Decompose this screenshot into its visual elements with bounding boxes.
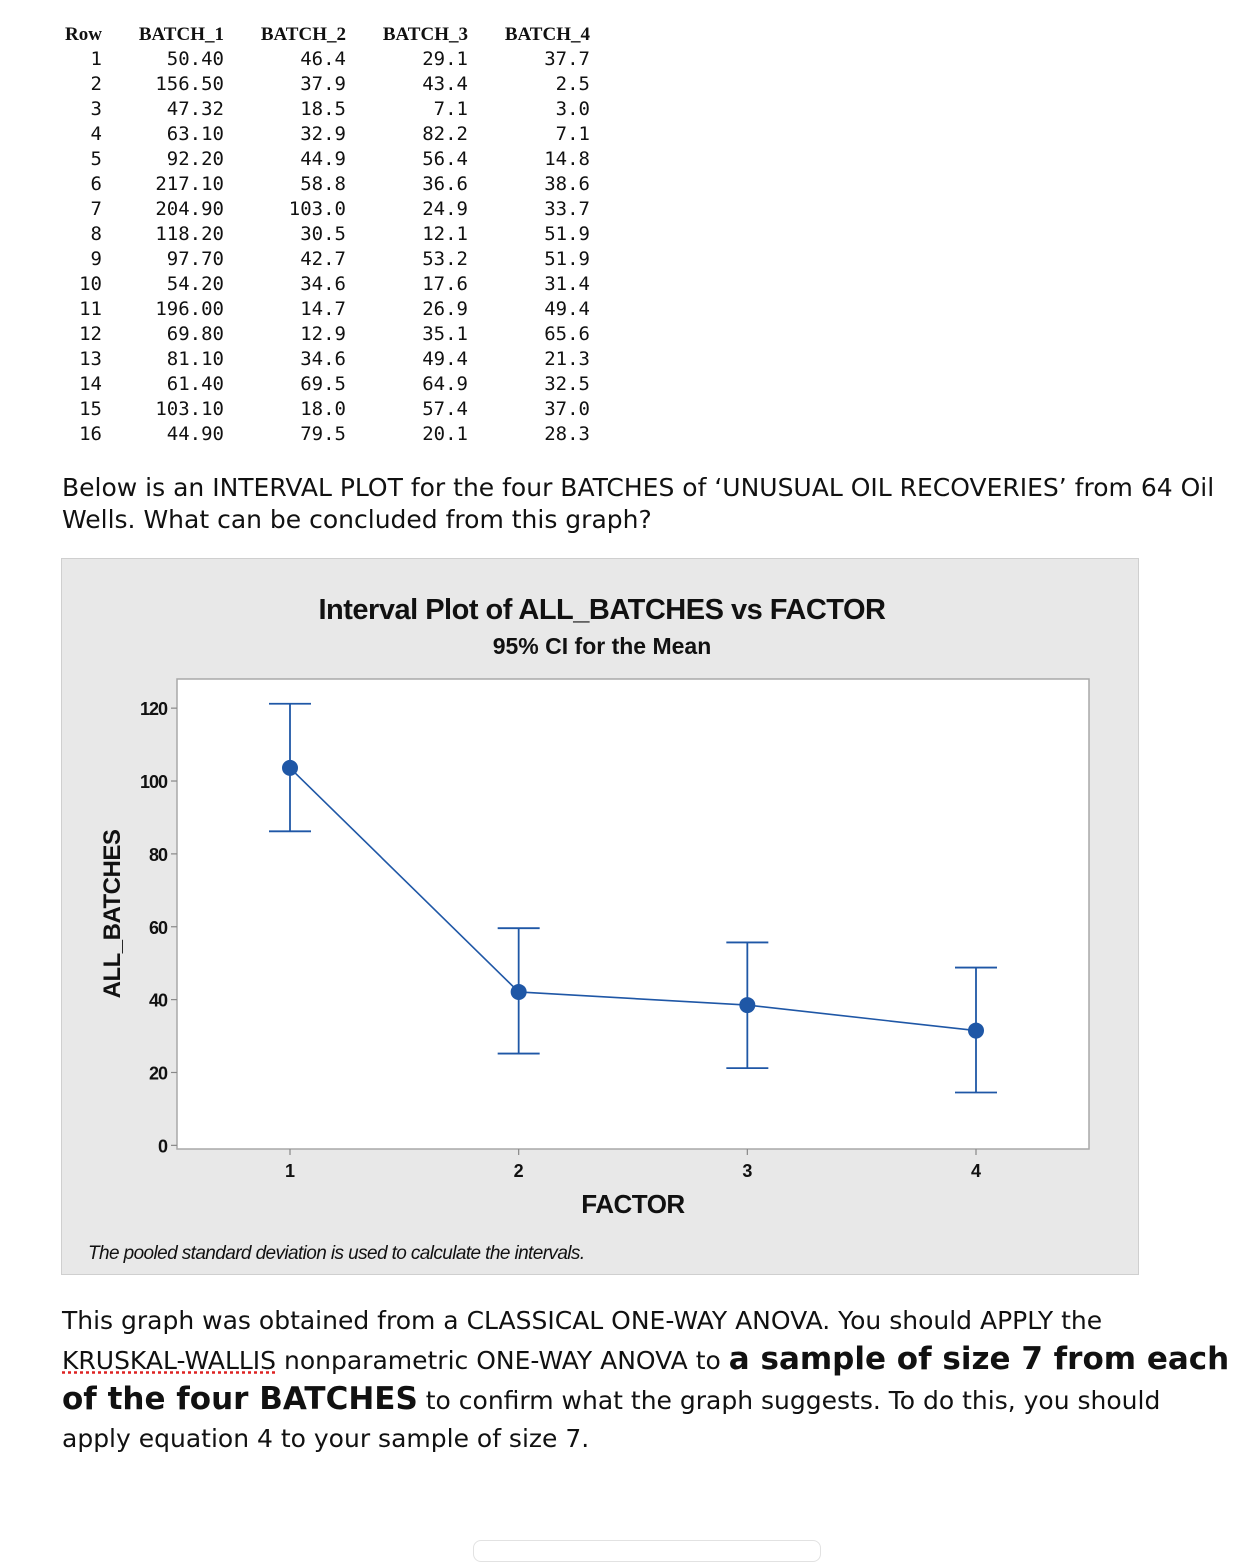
row-number: 15 — [79, 398, 102, 420]
cell-batch-3: 53.2 — [422, 248, 468, 270]
cell-batch-4: 31.4 — [544, 273, 590, 295]
cell-batch-2: 14.7 — [300, 298, 346, 320]
cell-batch-3: 56.4 — [422, 148, 468, 170]
row-number: 12 — [79, 323, 102, 345]
cell-batch-1: 47.32 — [166, 98, 224, 120]
cell-batch-3: 12.1 — [422, 223, 468, 245]
table-row — [58, 147, 590, 172]
cell-batch-4: 14.8 — [544, 148, 590, 170]
instruction-part1: This graph was obtained from a CLASSICAL ONE-WAY ANOVA. You should APPLY the — [62, 1306, 1103, 1335]
cell-batch-3: 7.1 — [433, 98, 468, 120]
cell-batch-4: 37.7 — [544, 48, 590, 70]
y-axis-label: ALL_BATCHES — [99, 829, 126, 999]
chart-title: Interval Plot of ALL_BATCHES vs FACTOR — [318, 594, 886, 626]
cell-batch-4: 49.4 — [544, 298, 590, 320]
cell-batch-1: 61.40 — [166, 373, 224, 395]
cell-batch-4: 37.0 — [544, 398, 590, 420]
cell-batch-2: 46.4 — [300, 48, 346, 70]
y-tick-label: 60 — [148, 917, 167, 938]
cell-batch-4: 2.5 — [555, 73, 590, 95]
plot-area — [177, 679, 1089, 1149]
row-number: 13 — [79, 348, 102, 370]
row-number: 10 — [79, 273, 102, 295]
table-row — [58, 322, 590, 347]
cell-batch-1: 118.20 — [155, 223, 224, 245]
cell-batch-3: 49.4 — [422, 348, 468, 370]
y-tick-label: 120 — [139, 699, 167, 720]
y-tick-label: 0 — [157, 1136, 167, 1157]
x-tick-label: 3 — [742, 1161, 753, 1181]
table-row — [58, 122, 590, 147]
row-number: 4 — [90, 123, 102, 145]
cell-batch-2: 12.9 — [300, 323, 346, 345]
cell-batch-2: 34.6 — [300, 348, 346, 370]
cell-batch-2: 18.0 — [300, 398, 346, 420]
interval-plot-chart — [62, 559, 1140, 1276]
column-header-row: Row — [65, 24, 102, 45]
instruction-sample-size: a sample of size 7 from each of the four BATCHES — [62, 1341, 1230, 1417]
mean-point-1 — [282, 760, 298, 776]
footer-box — [473, 1540, 821, 1562]
cell-batch-3: 57.4 — [422, 398, 468, 420]
cell-batch-4: 51.9 — [544, 248, 590, 270]
cell-batch-3: 20.1 — [422, 423, 468, 445]
table-row — [58, 72, 590, 97]
cell-batch-1: 217.10 — [155, 173, 224, 195]
cell-batch-2: 30.5 — [300, 223, 346, 245]
cell-batch-4: 28.3 — [544, 423, 590, 445]
interval-plot-panel — [61, 558, 1139, 1275]
column-header-batch-4: BATCH_4 — [504, 24, 590, 45]
instruction-part2: nonparametric ONE-WAY ANOVA to — [276, 1346, 729, 1375]
cell-batch-1: 92.20 — [166, 148, 224, 170]
cell-batch-1: 156.50 — [155, 73, 224, 95]
row-number: 6 — [90, 173, 102, 195]
column-header-batch-2: BATCH_2 — [260, 24, 346, 45]
table-row — [58, 172, 590, 197]
table-row — [58, 397, 590, 422]
column-header-batch-3: BATCH_3 — [382, 24, 468, 45]
row-number: 5 — [90, 148, 102, 170]
row-number: 1 — [90, 48, 102, 70]
row-number: 8 — [90, 223, 102, 245]
cell-batch-1: 50.40 — [166, 48, 224, 70]
row-number: 2 — [90, 73, 102, 95]
cell-batch-4: 33.7 — [544, 198, 590, 220]
table-row — [58, 247, 590, 272]
table-row — [58, 372, 590, 397]
cell-batch-4: 7.1 — [555, 123, 590, 145]
table-row — [58, 97, 590, 122]
cell-batch-2: 42.7 — [300, 248, 346, 270]
instruction-part3: to confirm what the graph suggests. To do this, you should apply equation 4 to your sample of size 7. — [62, 1386, 1161, 1453]
x-tick-label: 2 — [513, 1161, 524, 1181]
cell-batch-2: 44.9 — [300, 148, 346, 170]
cell-batch-2: 79.5 — [300, 423, 346, 445]
mean-point-3 — [739, 997, 755, 1013]
cell-batch-3: 29.1 — [422, 48, 468, 70]
x-axis-label: FACTOR — [581, 1189, 685, 1219]
cell-batch-4: 51.9 — [544, 223, 590, 245]
mean-point-2 — [511, 984, 527, 1000]
cell-batch-3: 64.9 — [422, 373, 468, 395]
cell-batch-1: 69.80 — [166, 323, 224, 345]
y-tick-label: 80 — [148, 844, 167, 865]
row-number: 9 — [90, 248, 102, 270]
cell-batch-4: 38.6 — [544, 173, 590, 195]
x-tick-label: 4 — [970, 1161, 982, 1181]
table-header-row — [58, 22, 590, 47]
cell-batch-1: 44.90 — [166, 423, 224, 445]
instruction-paragraph — [62, 1302, 1232, 1458]
cell-batch-1: 81.10 — [166, 348, 224, 370]
x-tick-label: 1 — [284, 1161, 296, 1181]
y-tick-label: 20 — [148, 1063, 167, 1084]
row-number: 7 — [90, 198, 102, 220]
cell-batch-3: 26.9 — [422, 298, 468, 320]
mean-point-4 — [968, 1023, 984, 1039]
table-row — [58, 422, 590, 447]
table-row — [58, 347, 590, 372]
cell-batch-3: 36.6 — [422, 173, 468, 195]
cell-batch-1: 103.10 — [155, 398, 224, 420]
y-tick-label: 100 — [139, 772, 167, 793]
row-number: 16 — [79, 423, 102, 445]
row-number: 3 — [90, 98, 102, 120]
table-body — [58, 47, 590, 447]
cell-batch-4: 21.3 — [544, 348, 590, 370]
cell-batch-3: 35.1 — [422, 323, 468, 345]
cell-batch-4: 65.6 — [544, 323, 590, 345]
cell-batch-1: 54.20 — [166, 273, 224, 295]
table-row — [58, 297, 590, 322]
chart-subtitle: 95% CI for the Mean — [492, 633, 712, 659]
chart-footnote: The pooled standard deviation is used to calculate the intervals. — [88, 1243, 585, 1264]
question-text: Below is an INTERVAL PLOT for the four BATCHES of ‘UNUSUAL OIL RECOVERIES’ from 64 Oil Wells. What can be concluded from this graph? — [62, 473, 1215, 534]
cell-batch-2: 32.9 — [300, 123, 346, 145]
cell-batch-1: 196.00 — [155, 298, 224, 320]
cell-batch-2: 37.9 — [300, 73, 346, 95]
cell-batch-3: 82.2 — [422, 123, 468, 145]
cell-batch-2: 58.8 — [300, 173, 346, 195]
cell-batch-3: 24.9 — [422, 198, 468, 220]
table-row — [58, 272, 590, 297]
cell-batch-4: 32.5 — [544, 373, 590, 395]
cell-batch-3: 17.6 — [422, 273, 468, 295]
cell-batch-3: 43.4 — [422, 73, 468, 95]
y-tick-label: 40 — [148, 990, 167, 1011]
cell-batch-4: 3.0 — [555, 98, 590, 120]
cell-batch-2: 69.5 — [300, 373, 346, 395]
kruskal-wallis-term: KRUSKAL-WALLIS — [62, 1346, 277, 1375]
row-number: 11 — [79, 298, 102, 320]
cell-batch-2: 103.0 — [288, 198, 346, 220]
table-row — [58, 197, 590, 222]
table-row — [58, 222, 590, 247]
column-header-batch-1: BATCH_1 — [138, 24, 224, 45]
cell-batch-1: 204.90 — [155, 198, 224, 220]
cell-batch-1: 97.70 — [166, 248, 224, 270]
cell-batch-2: 18.5 — [300, 98, 346, 120]
cell-batch-1: 63.10 — [166, 123, 224, 145]
data-table — [58, 22, 590, 447]
row-number: 14 — [79, 373, 102, 395]
table-row — [58, 47, 590, 72]
cell-batch-2: 34.6 — [300, 273, 346, 295]
